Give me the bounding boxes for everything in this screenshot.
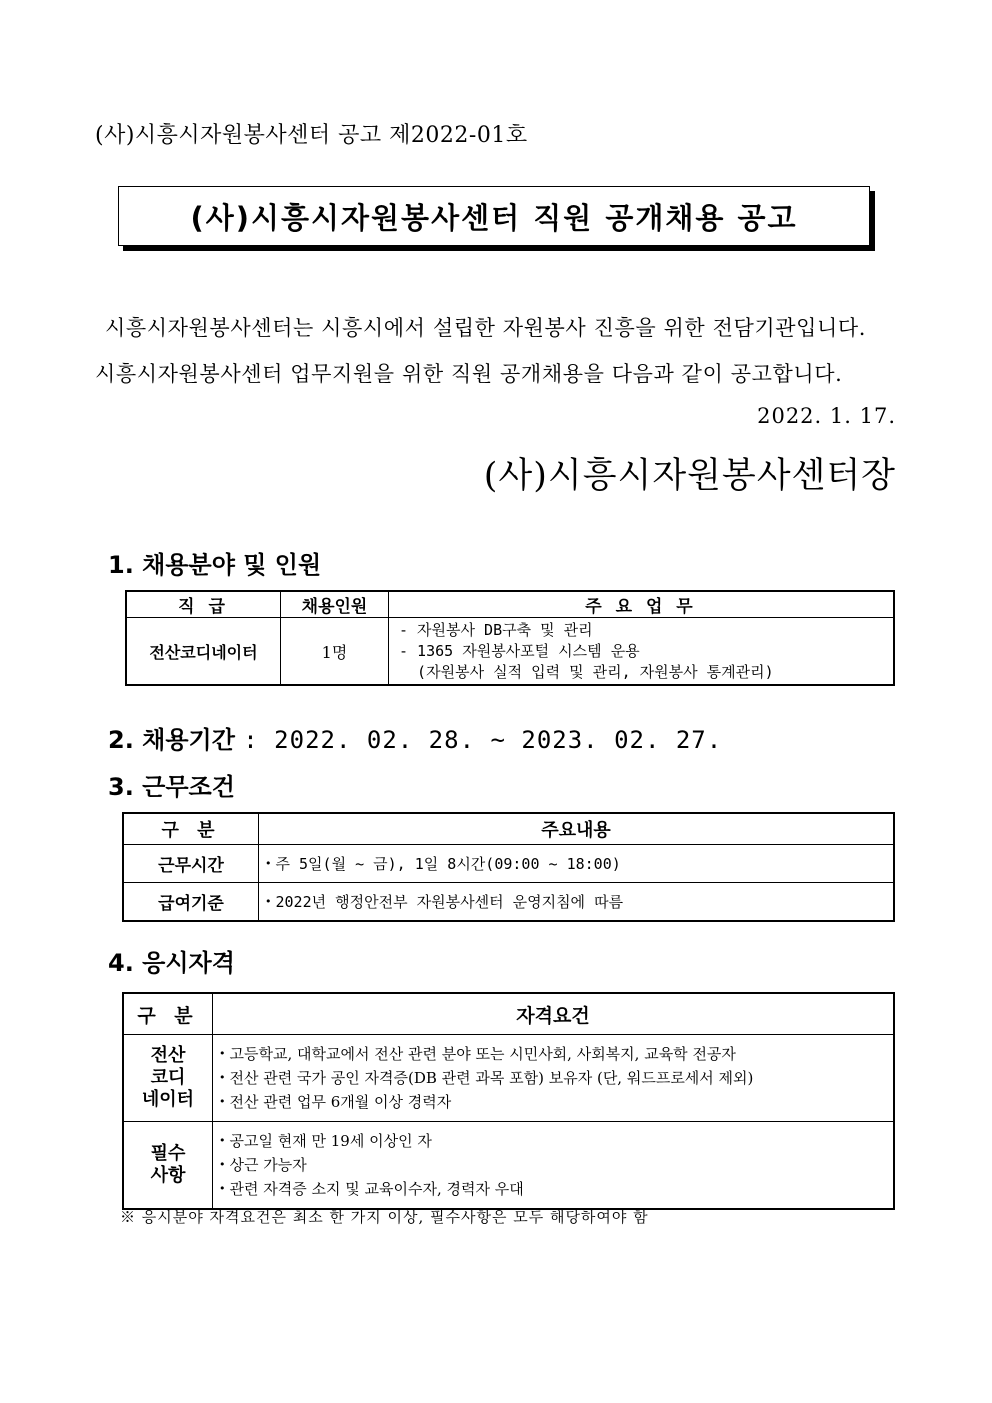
requirements-list xyxy=(213,1122,895,1210)
bullet: • xyxy=(219,1095,226,1108)
list-item-text: 전산 관련 업무 6개월 이상 경력자 xyxy=(229,1093,452,1111)
list-item xyxy=(219,1042,893,1066)
row-value: 2022년 행정안전부 자원봉사센터 운영지침에 따름 xyxy=(275,893,624,911)
list-item xyxy=(219,1066,893,1090)
work-conditions-table xyxy=(122,812,895,922)
section-1-heading: 1. 채용분야 및 인원 xyxy=(108,551,322,579)
row-label-line: 사항 xyxy=(150,1165,186,1186)
section-4-heading: 4. 응시자격 xyxy=(108,949,235,977)
row-label-line: 필수 xyxy=(150,1143,186,1164)
duty-item: - 자원봉사 DB구축 및 관리 xyxy=(399,620,593,639)
document-title: (사)시흥시자원봉사센터 직원 공개채용 공고 xyxy=(190,200,798,235)
row-value-cell xyxy=(259,883,895,922)
duty-item: (자원봉사 실적 입력 및 관리, 자원봉사 통계관리) xyxy=(399,662,774,681)
col-header-position: 직 급 xyxy=(126,591,281,618)
table-row xyxy=(123,1122,894,1210)
list-item-text: 공고일 현재 만 19세 이상인 자 xyxy=(229,1132,432,1150)
qualifications-table xyxy=(122,992,895,1210)
bullet: • xyxy=(219,1047,226,1060)
requirements-list xyxy=(213,1035,895,1122)
signature: (사)시흥시자원봉사센터장 xyxy=(483,456,896,496)
table-row xyxy=(123,845,894,883)
list-item xyxy=(219,1090,893,1114)
col-header-category: 구 분 xyxy=(123,813,259,845)
row-label: 근무시간 xyxy=(123,845,259,883)
duties-cell xyxy=(389,618,895,686)
recruitment-table xyxy=(125,590,895,686)
recruitment-period: : 2022. 02. 28. ~ 2023. 02. 27. xyxy=(243,726,723,754)
count-cell: 1명 xyxy=(281,618,389,686)
row-value: 주 5일(월 ~ 금), 1일 8시간(09:00 ~ 18:00) xyxy=(275,855,621,873)
bullet: • xyxy=(219,1158,226,1171)
bullet: • xyxy=(265,857,272,870)
row-label: 급여기준 xyxy=(123,883,259,922)
list-item xyxy=(219,1177,893,1201)
list-item-text: 고등학교, 대학교에서 전산 관련 분야 또는 시민사회, 사회복지, 교육학 전공자 xyxy=(229,1045,736,1063)
section-3-heading: 3. 근무조건 xyxy=(108,773,235,801)
intro-line-1: 시흥시자원봉사센터는 시흥시에서 설립한 자원봉사 진흥을 위한 전담기관입니다. xyxy=(105,316,867,340)
section-2 xyxy=(108,720,722,755)
bullet: • xyxy=(219,1134,226,1147)
table-row xyxy=(126,618,894,686)
document-title-box xyxy=(118,186,870,246)
bullet: • xyxy=(219,1182,226,1195)
col-header-count: 채용인원 xyxy=(281,591,389,618)
col-header-content: 주요내용 xyxy=(259,813,895,845)
list-item-text: 전산 관련 국가 공인 자격증(DB 관련 과목 포함) 보유자 (단, 워드프로세서 제외) xyxy=(229,1069,754,1087)
footnote: ※ 응시분야 자격요건은 최소 한 가지 이상, 필수사항은 모두 해당하여야 함 xyxy=(120,1208,649,1226)
position-cell: 전산코디네이터 xyxy=(126,618,281,686)
bullet: • xyxy=(219,1071,226,1084)
row-value-cell xyxy=(259,845,895,883)
notice-date: 2022. 1. 17. xyxy=(757,404,896,428)
row-label-line: 네이터 xyxy=(141,1089,195,1110)
list-item-text: 관련 자격증 소지 및 교육이수자, 경력자 우대 xyxy=(229,1180,524,1198)
section-2-heading: 2. 채용기간 xyxy=(108,726,235,754)
row-label-line: 전산 xyxy=(150,1045,186,1066)
row-label xyxy=(123,1035,213,1122)
table-row xyxy=(123,1035,894,1122)
list-item-text: 상근 가능자 xyxy=(229,1156,307,1174)
list-item xyxy=(219,1153,893,1177)
intro-line-2: 시흥시자원봉사센터 업무지원을 위한 직원 공개채용을 다음과 같이 공고합니다. xyxy=(95,362,843,386)
col-header-category: 구 분 xyxy=(123,993,213,1035)
row-label-line: 코디 xyxy=(150,1067,186,1088)
bullet: • xyxy=(265,895,272,908)
list-item xyxy=(219,1129,893,1153)
row-label xyxy=(123,1122,213,1210)
table-row xyxy=(123,883,894,922)
duty-item: - 1365 자원봉사포털 시스템 운용 xyxy=(399,641,640,660)
col-header-requirements: 자격요건 xyxy=(213,993,895,1035)
col-header-duties: 주 요 업 무 xyxy=(389,591,895,618)
notice-number: (사)시흥시자원봉사센터 공고 제2022-01호 xyxy=(95,123,528,148)
